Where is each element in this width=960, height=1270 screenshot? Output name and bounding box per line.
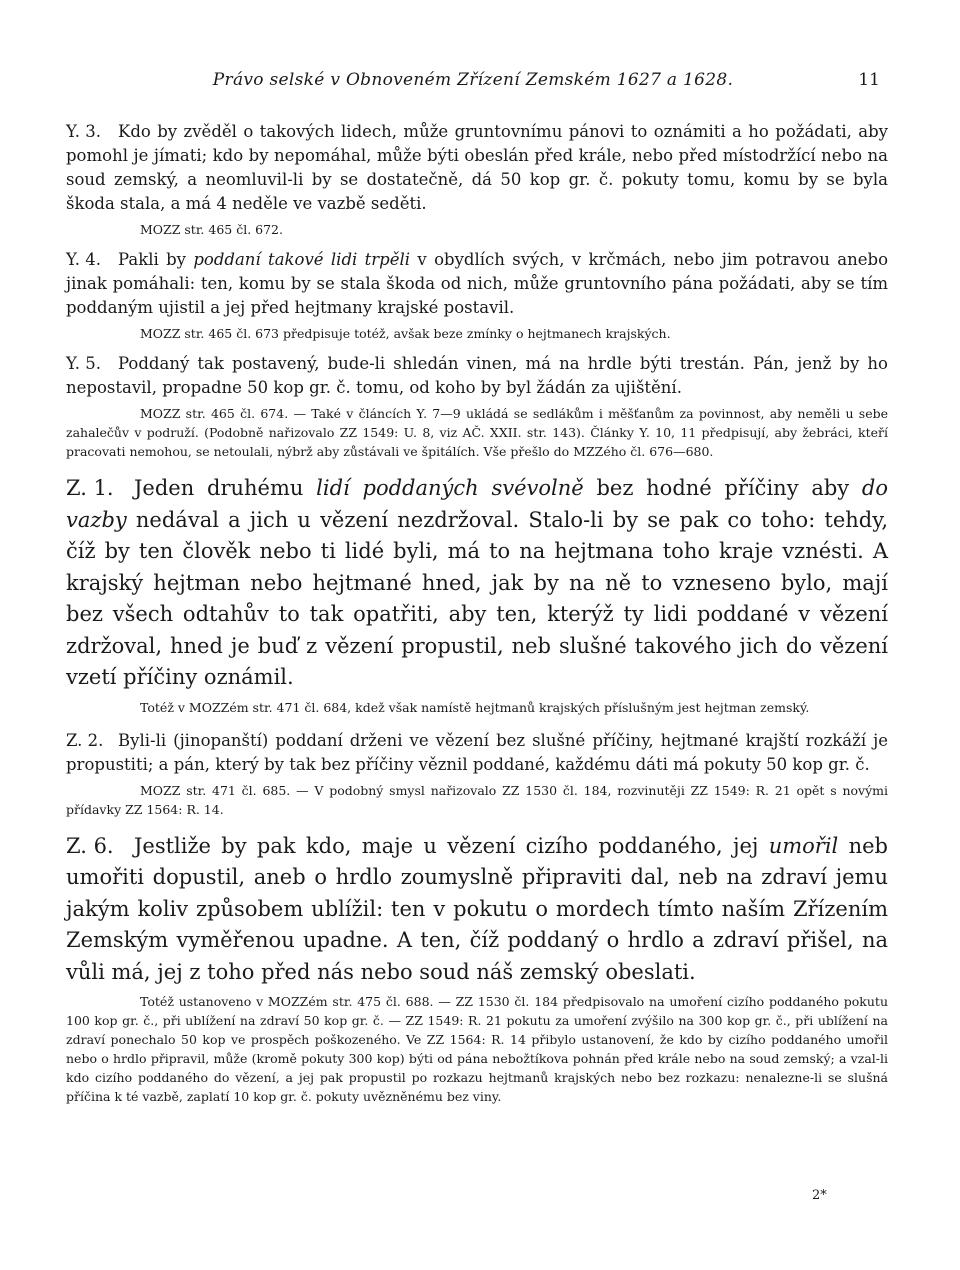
emphasis-text: poddaní takové lidi trpěli <box>193 250 411 269</box>
footnote-z6: Totéž ustanoveno v MOZZém str. 475 čl. 688. — ZZ 1530 čl. 184 předpisovalo na umoření cizího poddaného pokutu 100 kop gr. č., při ublížení na zdraví 50 kop gr. č. — ZZ 1549: R. 21 pokutu za umoření zvýšilo na 300 kop gr. č., při ublížení na zdraví ponechalo 50 kop ve prospěch poškozeného. Ve ZZ 1564: R. 14 přibylo ustanovení, že kdo by cizího poddaného umořil nebo o hrdlo připravil, může (kromě pokuty 300 kop) býti od pána nebožtíkova pohnán před krále nebo na soud zemský; a vzal-li kdo cizího poddaného do vězení, a jej pak propustil po rozkazu hejtmanů krajských nebo bez rozkazu: nenalezne-li se slušná příčina k té vazbě, zaplatí 10 kop gr. č. pokuty uvězněnému bez viny. <box>66 994 888 1104</box>
running-title: Právo selské v Obnoveném Zřízení Zemském 1627 a 1628. <box>212 70 734 90</box>
paragraph-z6 <box>66 831 888 989</box>
emphasis-text: do vazby <box>66 476 888 532</box>
paragraph-text: nedával a jich u vězení nezdržoval. Stalo-li by se pak co toho: tehdy, číž by ten člověk nebo ti lidé byli, má to na hejtmana toho kraje vznésti. A krajský hejtman nebo hejtmané hned, jak by na ně to vzneseno bylo, mají bez všech odtahův to tak opatřiti, aby ten, kterýž ty lidi poddané v vězení zdržoval, hned je buď z vězení propustil, neb slušné takového jich do vězení vzetí příčiny oznámil. <box>66 507 888 689</box>
paragraph-text: neb umořiti dopustil, aneb o hrdlo zoumyslně připraviti dal, neb na zdraví jemu jakým koliv způsobem ublížil: ten v pokutu o mordech tímto naším Zřízením Zemským vyměřenou upadne. A ten, číž poddaný o hrdlo a zdraví přišel, na vůli má, jej z toho před nás nebo soud náš zemský obeslati. <box>66 833 888 984</box>
paragraph-text: Byli-li (jinopanští) poddaní drženi ve vězení bez slušné příčiny, hejtmané krajští rozkáží je propustiti; a pán, který by tak bez příčiny věznil poddané, každému dáti má pokuty 50 kop gr. č. <box>66 730 888 774</box>
paragraph-text: Jestliže by pak kdo, maje u vězení cizího poddaného, jej <box>134 833 769 858</box>
paragraph-text: bez hodné příčiny aby <box>583 476 862 500</box>
paragraph-text: Pakli by <box>118 250 194 269</box>
paragraph-y3 <box>66 120 888 216</box>
section-marker: Y. 5. <box>66 354 101 373</box>
footnote-z1: Totéž v MOZZém str. 471 čl. 684, kdež však namístě hejtmanů krajských příslušným jest hejtman zemský. <box>140 699 810 715</box>
page-number: 11 <box>858 70 880 90</box>
emphasis-text: lidí poddaných svévolně <box>316 476 584 500</box>
signature-mark: 2* <box>812 1188 827 1203</box>
footnote-z2: MOZZ str. 471 čl. 685. — V podobný smysl nařizovalo ZZ 1530 čl. 184, rozvinutěji ZZ 1549: R. 21 opět s novými přídavky ZZ 1564: R. 14. <box>66 782 888 817</box>
page-header <box>66 70 880 96</box>
section-marker: Z. 1. <box>66 476 114 500</box>
section-marker: Y. 3. <box>66 122 101 141</box>
footnote-y5: MOZZ str. 465 čl. 674. — Také v článcích Y. 7—9 ukládá se sedlákům i měšťanům za povinnost, aby neměli u sebe zahalečův v podruží. (Podobně nařizovalo ZZ 1549: U. 8, viz AČ. XXII. str. 143). Články Y. 10, 11 předpisují, aby žebráci, kteří pracovati nemohou, se netoulali, nýbrž aby zůstávali ve špitálích. Vše přešlo do MZZého čl. 676—680. <box>66 406 888 459</box>
paragraph-z2 <box>66 729 888 777</box>
paragraph-text: Kdo by zvěděl o takových lidech, může gruntovnímu pánovi to oznámiti a ho požádati, aby pomohl je jímati; kdo by nepomáhal, může býti obeslán před krále, nebo před místodržící nebo na soud zemský, a neomluvil-li by se dostatečně, dá 50 kop gr. č. pokuty tomu, komu by se byla škoda stala, a má 4 neděle ve vazbě seděti. <box>66 122 888 213</box>
footnote-y4: MOZZ str. 465 čl. 673 předpisuje totéž, avšak beze zmínky o hejtmanech krajských. <box>140 326 671 341</box>
section-marker: Z. 2. <box>66 730 104 750</box>
section-marker: Y. 4. <box>66 250 101 269</box>
page-body <box>66 120 888 1106</box>
paragraph-y4 <box>66 248 888 320</box>
paragraph-text: Jeden druhému <box>134 476 317 500</box>
paragraph-text: v obydlích svých, v krčmách, nebo jim potravou anebo jinak pomáhali: ten, komu by se stala škoda od nich, může gruntovního pána požádati, aby se tím poddaným ujistil a jej před hejtmany krajské postavil. <box>66 250 889 317</box>
footnote-y3: MOZZ str. 465 čl. 672. <box>140 222 283 237</box>
section-marker: Z. 6. <box>66 833 114 858</box>
paragraph-text: Poddaný tak postavený, bude-li shledán vinen, má na hrdle býti trestán. Pán, jenž by ho nepostavil, propadne 50 kop gr. č. tomu, od koho by byl žádán za ujištění. <box>66 354 888 397</box>
paragraph-z1 <box>66 473 888 694</box>
paragraph-y5 <box>66 352 888 400</box>
emphasis-text: umořil <box>768 833 839 858</box>
